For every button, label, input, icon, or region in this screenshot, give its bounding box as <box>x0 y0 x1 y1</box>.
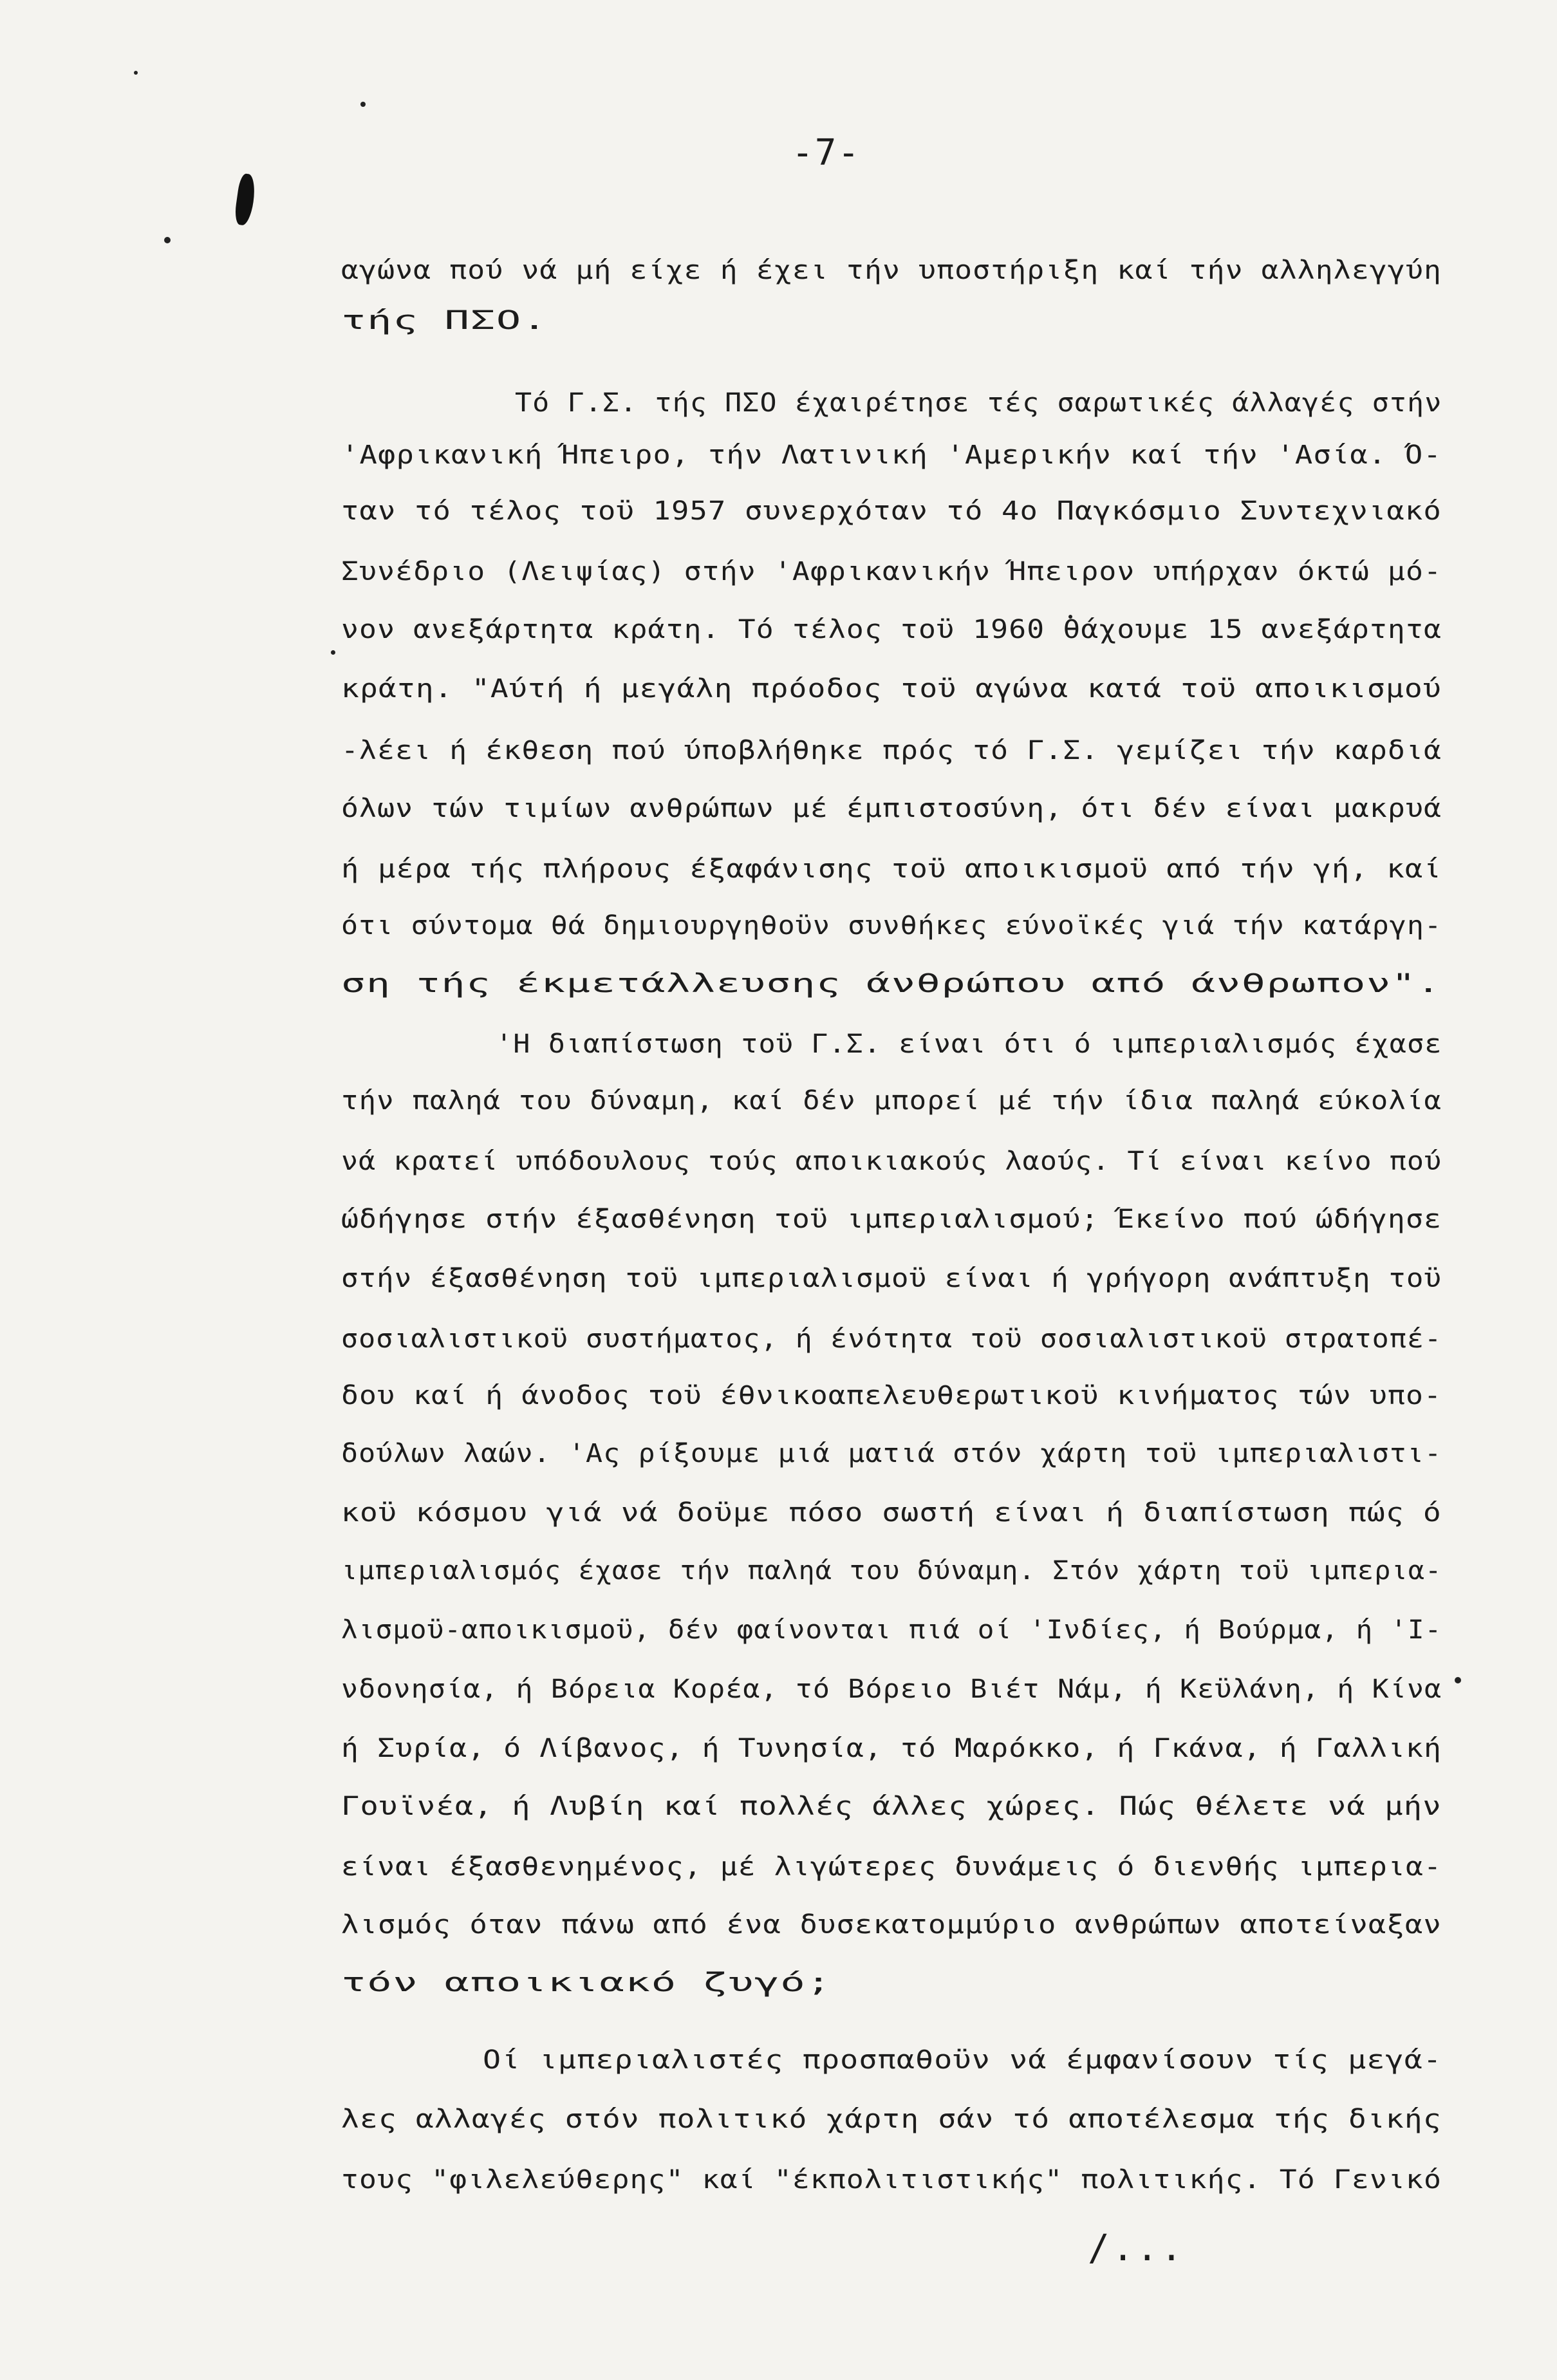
text-line: ότι σύντομα θά δημιουργηθοϋν συνθήκες εύνοϊκές γιά τήν κατάργη- <box>341 911 1442 941</box>
page-number: -7- <box>792 132 861 174</box>
text-line: τήν παληά του δύναμη, καί δέν μπορεί μέ τήν ίδια παληά εύκολία <box>341 1086 1442 1116</box>
text-line: κράτη. "Αύτή ή μεγάλη πρόοδος τοϋ αγώνα κατά τοϋ αποικισμού <box>341 674 1442 704</box>
text-line: λες αλλαγές στόν πολιτικό χάρτη σάν τό αποτέλεσμα τής δικής <box>341 2104 1442 2134</box>
text-line: Συνέδριο (Λειψίας) στήν 'Αφρικανικήν Ήπειρον υπήρχαν όκτώ μό- <box>341 557 1442 586</box>
text-line: λισμοϋ-αποικισμοϋ, δέν φαίνονται πιά οί 'Ινδίες, ή Βούρμα, ή 'Ι- <box>341 1615 1442 1645</box>
speck <box>360 102 366 107</box>
text-line: νδονησία, ή Βόρεια Κορέα, τό Βόρειο Βιέτ Νάμ, ή Κεϋλάνη, ή Κίνα <box>341 1674 1442 1704</box>
text-line: ώδήγησε στήν έξασθένηση τοϋ ιμπεριαλισμού; Έκείνο πού ώδήγησε <box>341 1204 1442 1234</box>
text-line: νον ανεξάρτητα κράτη. Τό τέλος τοϋ 1960 θάχουμε 15 ανεξάρτητα <box>341 615 1442 644</box>
text-line: λισμός όταν πάνω από ένα δυσεκατομμύριο ανθρώπων αποτείναξαν <box>341 1910 1442 1940</box>
text-line: Γουϊνέα, ή Λυβίη καί πολλές άλλες χώρες. Πώς θέλετε νά μήν <box>341 1792 1442 1821</box>
speck <box>331 650 335 655</box>
speck <box>134 71 138 75</box>
text-line: ταν τό τέλος τοϋ 1957 συνερχόταν τό 4ο Παγκόσμιο Συντεχνιακό <box>341 496 1442 526</box>
text-line: είναι έξασθενημένος, μέ λιγώτερες δυνάμεις ό διενθής ιμπερια- <box>341 1852 1442 1882</box>
text-line: τους "φιλελεύθερης" καί "έκπολιτιστικής" πολιτικής. Τό Γενικό <box>341 2165 1442 2195</box>
text-line: 'Αφρικανική Ήπειρο, τήν Λατινική 'Αμερικήν καί τήν 'Ασία. Ό- <box>341 440 1442 470</box>
ink-blot <box>234 173 257 227</box>
text-line: Οί ιμπεριαλιστές προσπαθοϋν νά έμφανίσουν τίς μεγά- <box>483 2045 1442 2075</box>
text-line: αγώνα πού νά μή είχε ή έχει τήν υποστήριξη καί τήν αλληλεγγύη <box>341 256 1442 285</box>
text-line: νά κρατεί υπόδουλους τούς αποικιακούς λαούς. Τί είναι κείνο πού <box>341 1147 1442 1176</box>
text-line: -λέει ή έκθεση πού ύποβλήθηκε πρός τό Γ.Σ. γεμίζει τήν καρδιά <box>341 736 1442 765</box>
text-line: Τό Γ.Σ. τής ΠΣΟ έχαιρέτησε τές σαρωτικές άλλαγές στήν <box>515 388 1442 418</box>
text-line: τόν αποικιακό ζυγό; <box>341 1968 832 1998</box>
text-line: ή Συρία, ό Λίβανος, ή Τυνησία, τό Μαρόκκο, ή Γκάνα, ή Γαλλική <box>341 1734 1442 1763</box>
text-line: ή μέρα τής πλήρους έξαφάνισης τοϋ αποικισμοϋ από τήν γή, καί <box>341 854 1442 884</box>
text-line: δούλων λαών. 'Ας ρίξουμε μιά ματιά στόν χάρτη τοϋ ιμπεριαλιστι- <box>341 1439 1442 1468</box>
text-line: δου καί ή άνοδος τοϋ έθνικοαπελευθερωτικοϋ κινήματος τών υπο- <box>341 1381 1442 1410</box>
text-line: ιμπεριαλισμός έχασε τήν παληά του δύναμη. Στόν χάρτη τοϋ ιμπερια- <box>341 1556 1442 1586</box>
text-line: ση τής έκμετάλλευσης άνθρώπου από άνθρωπον". <box>341 969 1442 998</box>
text-line: σοσιαλιστικοϋ συστήματος, ή ένότητα τοϋ σοσιαλιστικοϋ στρατοπέ- <box>341 1324 1442 1354</box>
text-line: 'Η διαπίστωση τοϋ Γ.Σ. είναι ότι ό ιμπεριαλισμός έχασε <box>496 1029 1442 1059</box>
text-line: τής ΠΣΟ. <box>341 306 548 335</box>
speck <box>164 237 171 243</box>
continuation-mark: /... <box>1088 2227 1185 2269</box>
text-line: όλων τών τιμίων ανθρώπων μέ έμπιστοσύνη, ότι δέν είναι μακρυά <box>341 794 1442 823</box>
speck <box>1455 1677 1461 1683</box>
text-line: κοϋ κόσμου γιά νά δοϋμε πόσο σωστή είναι ή διαπίστωση πώς ό <box>341 1498 1442 1528</box>
text-line: στήν έξασθένηση τοϋ ιμπεριαλισμοϋ είναι ή γρήγορη ανάπτυξη τοϋ <box>341 1264 1442 1293</box>
